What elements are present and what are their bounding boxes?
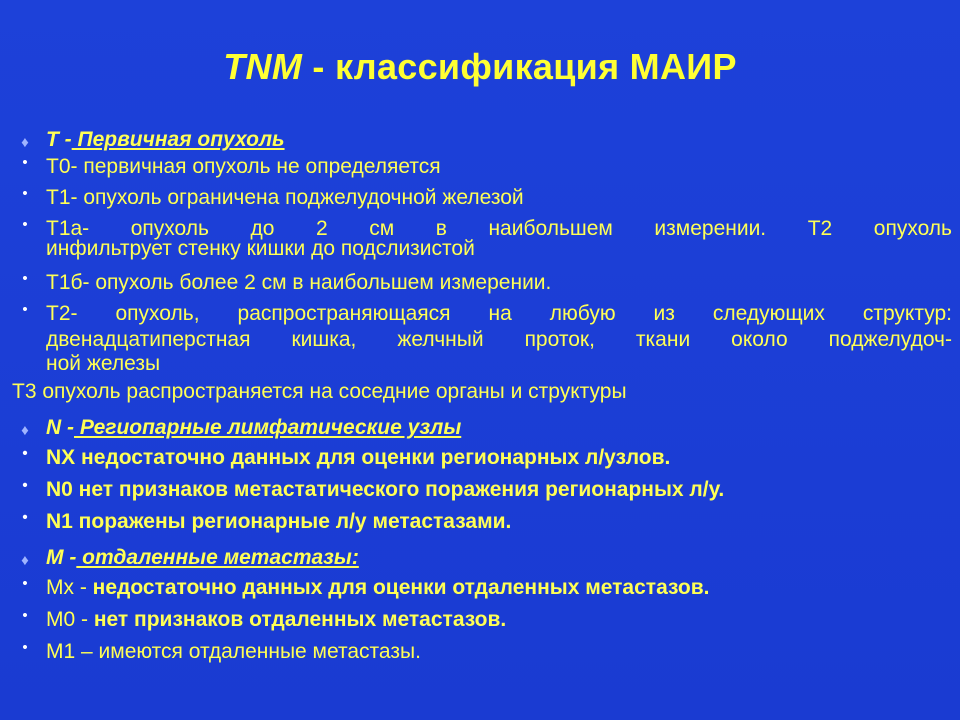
m-item-text: недостаточно данных для оценки отдаленных метастазов. xyxy=(92,576,710,599)
diamond-bullet-icon: ♦ xyxy=(21,134,29,151)
t-item-text-cont: инфильтрует стенку кишки до подслизистой xyxy=(46,237,475,260)
bullet-icon: • xyxy=(22,216,28,233)
section-n-letter: N - xyxy=(46,416,74,439)
section-m-heading xyxy=(12,546,952,576)
bullet-icon: • xyxy=(22,154,28,171)
list-item xyxy=(12,271,952,302)
list-item xyxy=(12,380,952,416)
n-item-text: N0 нет признаков метастатического поражения регионарных л/у. xyxy=(46,478,725,501)
t-item-text-cont: двенадцатиперстная кишка, желчный проток, ткани около поджелудоч- xyxy=(46,328,952,351)
bullet-icon: • xyxy=(22,575,28,592)
bullet-icon: • xyxy=(22,509,28,526)
t-item-text: T1a- опухоль до 2 см в наибольшем измерении. Т2 опухоль xyxy=(46,217,952,240)
list-item xyxy=(12,576,952,608)
m-item-code: Mx - xyxy=(46,576,93,599)
list-item xyxy=(12,446,952,478)
section-m-label: отдаленные метастазы: xyxy=(76,546,359,569)
section-n-label: Региопарные лимфатические узлы xyxy=(74,416,462,439)
list-item xyxy=(12,510,952,546)
t-item-text: T1б- опухоль более 2 см в наибольшем измерении. xyxy=(46,271,552,294)
slide-title xyxy=(0,46,960,88)
list-item xyxy=(12,186,952,217)
n-item-text: N1 поражены регионарные л/у метастазами. xyxy=(46,510,512,533)
t-item-text-cont: ной железы xyxy=(46,352,161,375)
section-t-letter: T - xyxy=(46,128,72,151)
title-rest: - классификация МАИР xyxy=(302,46,737,87)
list-item xyxy=(12,640,952,672)
list-item xyxy=(12,155,952,186)
bullet-icon: • xyxy=(22,477,28,494)
section-n-heading xyxy=(12,416,952,446)
slide-content xyxy=(12,128,952,672)
section-t-heading xyxy=(12,128,952,155)
t-item-text: T2- опухоль, распространяющаяся на любую из следующих структур: xyxy=(46,302,952,325)
diamond-bullet-icon: ♦ xyxy=(21,552,29,569)
t3-text: T3 опухоль распространяется на соседние органы и структуры xyxy=(12,380,627,403)
list-item xyxy=(12,217,952,271)
bullet-icon: • xyxy=(22,301,28,318)
section-m-letter: M - xyxy=(46,546,77,569)
m-item-code: M1 – xyxy=(46,640,99,663)
section-t-label: Первичная опухоль xyxy=(71,128,285,151)
list-item xyxy=(12,302,952,380)
m-item-text: нет признаков отдаленных метастазов. xyxy=(93,608,507,631)
m-item-text: имеются отдаленные метастазы. xyxy=(98,640,421,663)
m-item-code: M0 - xyxy=(46,608,94,631)
list-item xyxy=(12,478,952,510)
t-item-text: T1- опухоль ограничена поджелудочной железой xyxy=(46,186,524,209)
list-item xyxy=(12,608,952,640)
diamond-bullet-icon: ♦ xyxy=(21,422,29,439)
bullet-icon: • xyxy=(22,607,28,624)
bullet-icon: • xyxy=(22,639,28,656)
bullet-icon: • xyxy=(22,185,28,202)
title-tnm: TNM xyxy=(223,46,303,87)
bullet-icon: • xyxy=(22,270,28,287)
bullet-icon: • xyxy=(22,445,28,462)
t-item-text: T0- первичная опухоль не определяется xyxy=(46,155,441,178)
n-item-text: NX недостаточно данных для оценки регионарных л/узлов. xyxy=(46,446,671,469)
